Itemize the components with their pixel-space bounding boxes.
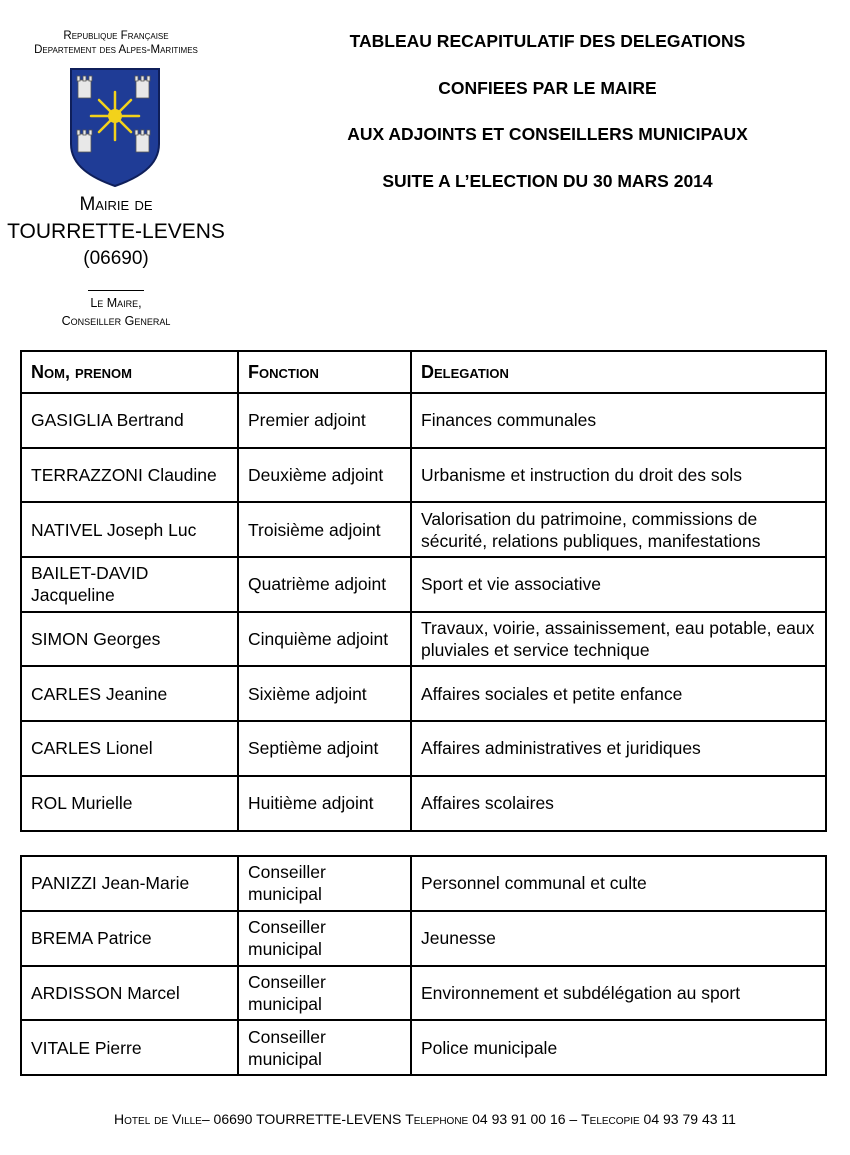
header-delegation: Delegation (411, 351, 826, 393)
title-line-3: AUX ADJOINTS ET CONSEILLERS MUNICIPAUX (347, 124, 748, 144)
footer-address (0, 1111, 850, 1127)
cell-delegation: Affaires administratives et juridiques (411, 721, 826, 776)
postal-code: (06690) (83, 248, 149, 269)
cell-delegation: Personnel communal et culte (411, 856, 826, 911)
maire-signature-block (0, 294, 232, 330)
table-row (21, 448, 826, 503)
cell-nom: TERRAZZONI Claudine (21, 448, 238, 503)
table-row (21, 393, 826, 448)
table-row (21, 612, 826, 667)
republique-text: Republique Française (63, 30, 169, 42)
table-row (21, 721, 826, 776)
cell-delegation: Jeunesse (411, 911, 826, 966)
cell-fonction: Huitième adjoint (238, 776, 411, 831)
departement-text: Departement des Alpes-Maritimes (34, 44, 198, 56)
cell-fonction: Conseiller municipal (238, 1020, 411, 1075)
cell-fonction: Conseiller municipal (238, 856, 411, 911)
cell-delegation: Finances communales (411, 393, 826, 448)
cell-fonction: Cinquième adjoint (238, 612, 411, 667)
table-row (21, 557, 826, 612)
cell-nom: GASIGLIA Bertrand (21, 393, 238, 448)
cell-delegation: Travaux, voirie, assainissement, eau potable, eaux pluviales et service technique (411, 612, 826, 667)
cell-nom: SIMON Georges (21, 612, 238, 667)
table-row (21, 966, 826, 1021)
cell-nom: NATIVEL Joseph Luc (21, 502, 238, 557)
cell-delegation: Affaires scolaires (411, 776, 826, 831)
mairie-label: Mairie de (79, 194, 153, 215)
cell-delegation: Affaires sociales et petite enfance (411, 666, 826, 721)
cell-delegation: Police municipale (411, 1020, 826, 1075)
table-header-row (21, 351, 826, 393)
cell-nom: CARLES Lionel (21, 721, 238, 776)
cell-nom: BAILET-DAVID Jacqueline (21, 557, 238, 612)
cell-nom: PANIZZI Jean-Marie (21, 856, 238, 911)
cell-nom: ROL Murielle (21, 776, 238, 831)
cell-fonction: Deuxième adjoint (238, 448, 411, 503)
cell-delegation: Valorisation du patrimoine, commissions de sécurité, relations publiques, manifestations (411, 502, 826, 557)
cell-fonction: Quatrième adjoint (238, 557, 411, 612)
footer-hotel: Hotel de Ville (114, 1111, 202, 1127)
title-line-1: TABLEAU RECAPITULATIF DES DELEGATIONS (349, 31, 746, 51)
title-line-4: SUITE A L’ELECTION DU 30 MARS 2014 (382, 171, 713, 191)
cell-delegation: Urbanisme et instruction du droit des sols (411, 448, 826, 503)
cell-delegation: Sport et vie associative (411, 557, 826, 612)
commune-name: TOURRETTE-LEVENS (7, 220, 225, 243)
table-row (21, 666, 826, 721)
divider (88, 290, 144, 291)
maire-title: Le Maire, (90, 296, 142, 310)
footer-tel: 04 93 91 00 16 – (468, 1111, 582, 1127)
cell-fonction: Conseiller municipal (238, 966, 411, 1021)
cell-nom: CARLES Jeanine (21, 666, 238, 721)
table-row (21, 776, 826, 831)
table-row (21, 1020, 826, 1075)
letterhead-republique (0, 29, 232, 57)
table-row (21, 502, 826, 557)
footer-fax: 04 93 79 43 11 (639, 1111, 736, 1127)
header-fonction: Fonction (238, 351, 411, 393)
header-nom: Nom, prenom (21, 351, 238, 393)
cell-nom: ARDISSON Marcel (21, 966, 238, 1021)
cell-fonction: Conseiller municipal (238, 911, 411, 966)
footer-address-text: – 06690 TOURRETTE-LEVENS (201, 1111, 406, 1127)
cell-nom: VITALE Pierre (21, 1020, 238, 1075)
cell-delegation: Environnement et subdélégation au sport (411, 966, 826, 1021)
cell-fonction: Sixième adjoint (238, 666, 411, 721)
conseillers-table (20, 855, 827, 1076)
coat-of-arms-icon (68, 66, 162, 188)
cell-fonction: Troisième adjoint (238, 502, 411, 557)
cell-fonction: Premier adjoint (238, 393, 411, 448)
table-row (21, 856, 826, 911)
cell-nom: BREMA Patrice (21, 911, 238, 966)
table-row (21, 911, 826, 966)
footer-fax-label: Telecopie (581, 1111, 640, 1127)
cell-fonction: Septième adjoint (238, 721, 411, 776)
adjoints-table (20, 350, 827, 832)
maire-subtitle: Conseiller General (61, 314, 171, 328)
footer-tel-label: Telephone (405, 1111, 469, 1127)
title-line-2: CONFIEES PAR LE MAIRE (438, 78, 657, 98)
